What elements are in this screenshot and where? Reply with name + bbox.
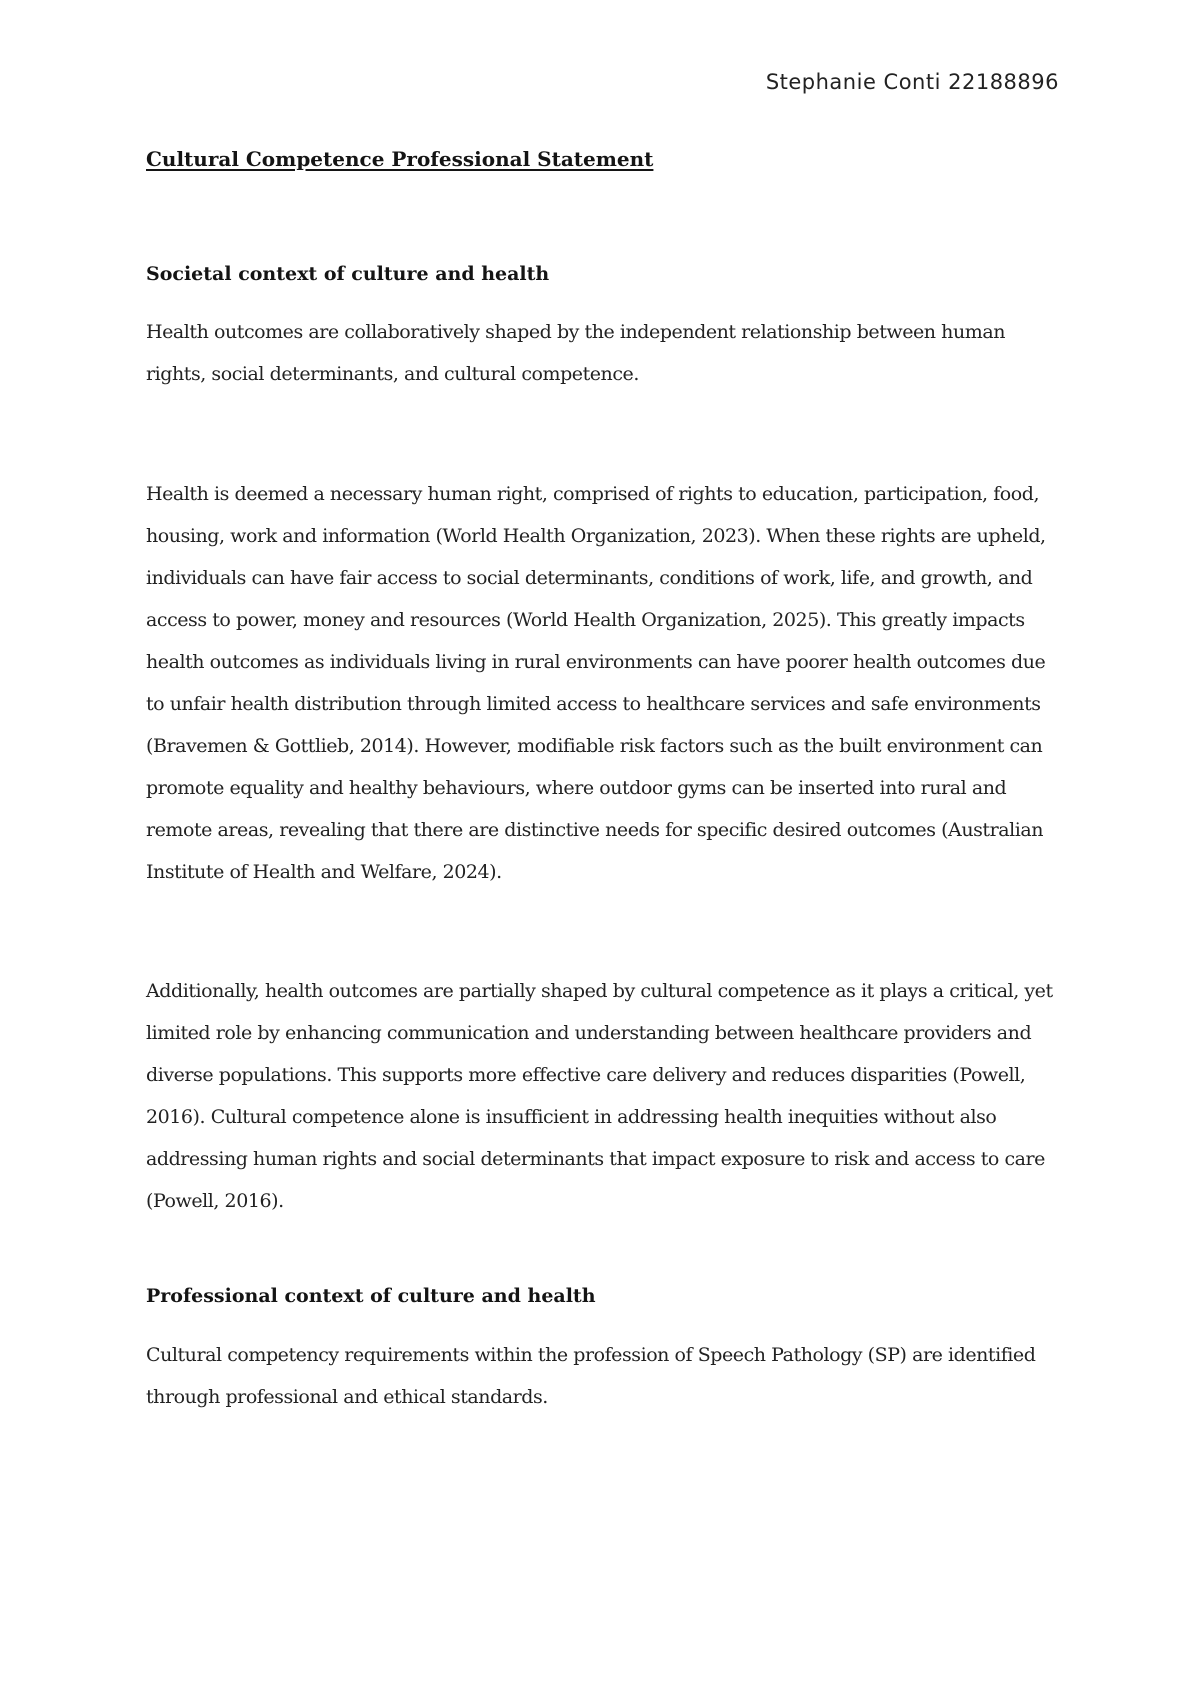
section-heading-societal: Societal context of culture and health	[146, 263, 550, 285]
paragraph-cultural-competence: Additionally, health outcomes are partially shaped by cultural competence as it plays a critical, yet limited role by enhancing communication and understanding between healthcare providers and diverse populations. This supports more effective care delivery and reduces disparities (Powell, 2016). Cultural competence alone is insufficient in addressing health inequities without also addressing human rights and social determinants that impact exposure to risk and access to care (Powell, 2016).	[146, 980, 1053, 1212]
document-title: Cultural Competence Professional Statement	[146, 147, 654, 171]
paragraph-intro: Health outcomes are collaboratively shaped by the independent relationship between human rights, social determinants, and cultural competence.	[146, 321, 1005, 385]
section-heading-professional: Professional context of culture and health	[146, 1285, 596, 1307]
paragraph-professional-requirements: Cultural competency requirements within the profession of Speech Pathology (SP) are identified through professional and ethical standards.	[146, 1344, 1036, 1408]
paragraph-human-rights: Health is deemed a necessary human right, comprised of rights to education, participation, food, housing, work and information (World Health Organization, 2023). When these rights are upheld, individuals can have fair access to social determinants, conditions of work, life, and growth, and access to power, money and resources (World Health Organization, 2025). This greatly impacts health outcomes as individuals living in rural environments can have poorer health outcomes due to unfair health distribution through limited access to healthcare services and safe environments (Bravemen & Gottlieb, 2014). However, modifiable risk factors such as the built environment can promote equality and healthy behaviours, where outdoor gyms can be inserted into rural and remote areas, revealing that there are distinctive needs for specific desired outcomes (Australian Institute of Health and Welfare, 2024).	[146, 483, 1046, 883]
author-header: Stephanie Conti 22188896	[765, 70, 1059, 94]
